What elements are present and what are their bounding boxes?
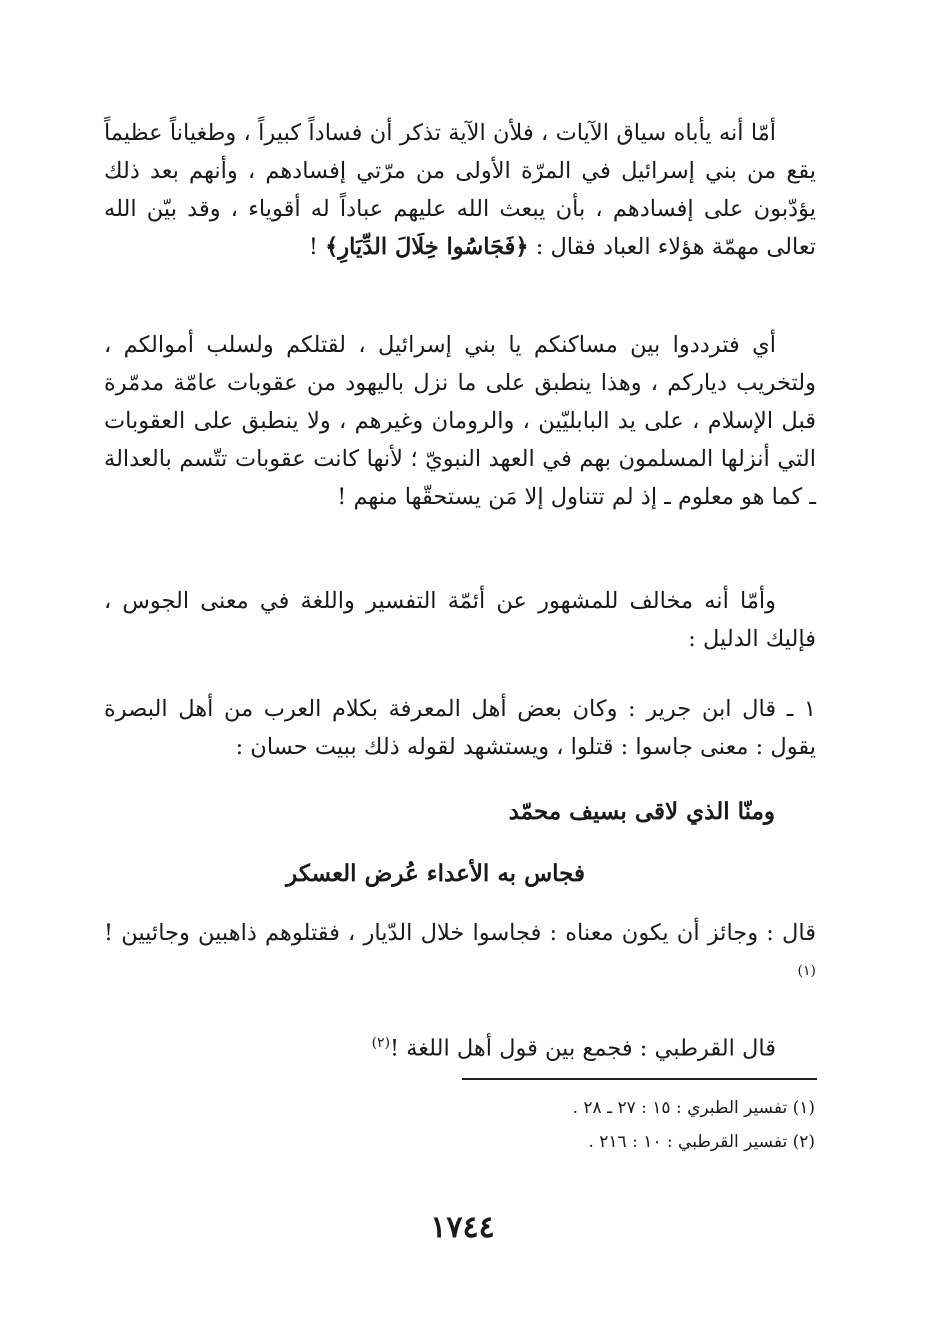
- paragraph-3-text: وأمّا أنه مخالف للمشهور عن أئمّة التفسير واللغة في معنى الجوس ، فإليك الدليل :: [104, 588, 816, 652]
- footnote-ref-1: (١): [797, 963, 816, 979]
- footnote-2: (٢) تفسير القرطبي : ١٠ : ٢١٦ .: [588, 1132, 815, 1152]
- footnote-1: (١) تفسير الطبري : ١٥ : ٢٧ ـ ٢٨ .: [572, 1098, 815, 1118]
- footnote-ref-2: (٢): [371, 1035, 391, 1051]
- poem-verse-line-1: ومنّا الذي لاقى بسيف محمّد: [508, 798, 775, 825]
- paragraph-3: [104, 582, 816, 658]
- paragraph-5-text: قال : وجائز أن يكون معناه : فجاسوا خلال الدّيار ، فقتلوهم ذاهبين وجائيين !: [104, 920, 816, 946]
- paragraph-6: [104, 1024, 816, 1068]
- paragraph-6-text: قال القرطبي : فجمع بين قول أهل اللغة !: [390, 1035, 776, 1062]
- paragraph-1-text: أمّا أنه يأباه سياق الآيات ، فلأن الآية تذكر أن فساداً كبيراً ، وطغياناً عظيماً يقع من بني إسرائيل في المرّة الأولى من مرّتي إفسادهم ، وأنهم بعد ذلك يؤدّبون على إفسادهم ، بأن يبعث الله عليهم عباداً له أقوياء ، وقد بيّن الله تعالى مهمّة هؤلاء العباد فقال :: [104, 120, 816, 260]
- page-number: ١٧٤٤: [430, 1210, 495, 1245]
- quran-quote: ﴿فَجَاسُوا خِلَالَ الدِّيَارِ﴾: [325, 234, 529, 260]
- poem-verse-line-2: فجاس به الأعداء عُرض العسكر: [286, 860, 585, 887]
- paragraph-1: [104, 114, 816, 266]
- footnote-separator: [462, 1078, 817, 1080]
- paragraph-5: [104, 914, 816, 996]
- paragraph-2-text: أي فترددوا بين مساكنكم يا بني إسرائيل ، لقتلكم ولسلب أموالكم ، ولتخريب دياركم ، وهذا ينطبق على ما نزل باليهود من عقوبات عامّة مدمّرة قبل الإسلام ، على يد البابليّين ، والرومان وغيرهم ، ولا ينطبق على العقوبات التي أنزلها المسلمون بهم في العهد النبويّ ؛ لأنها كانت عقوبات تتّسم بالعدالة ـ كما هو معلوم ـ إذ لم تتناول إلا مَن يستحقّها منهم !: [104, 332, 816, 510]
- paragraph-4: [104, 690, 816, 766]
- paragraph-4-text: ١ ـ قال ابن جرير : وكان بعض أهل المعرفة بكلام العرب من أهل البصرة يقول : معنى جاسوا : قتلوا ، ويستشهد لقوله ذلك ببيت حسان :: [104, 696, 816, 760]
- paragraph-1-end: !: [308, 234, 326, 260]
- paragraph-2: [104, 326, 816, 516]
